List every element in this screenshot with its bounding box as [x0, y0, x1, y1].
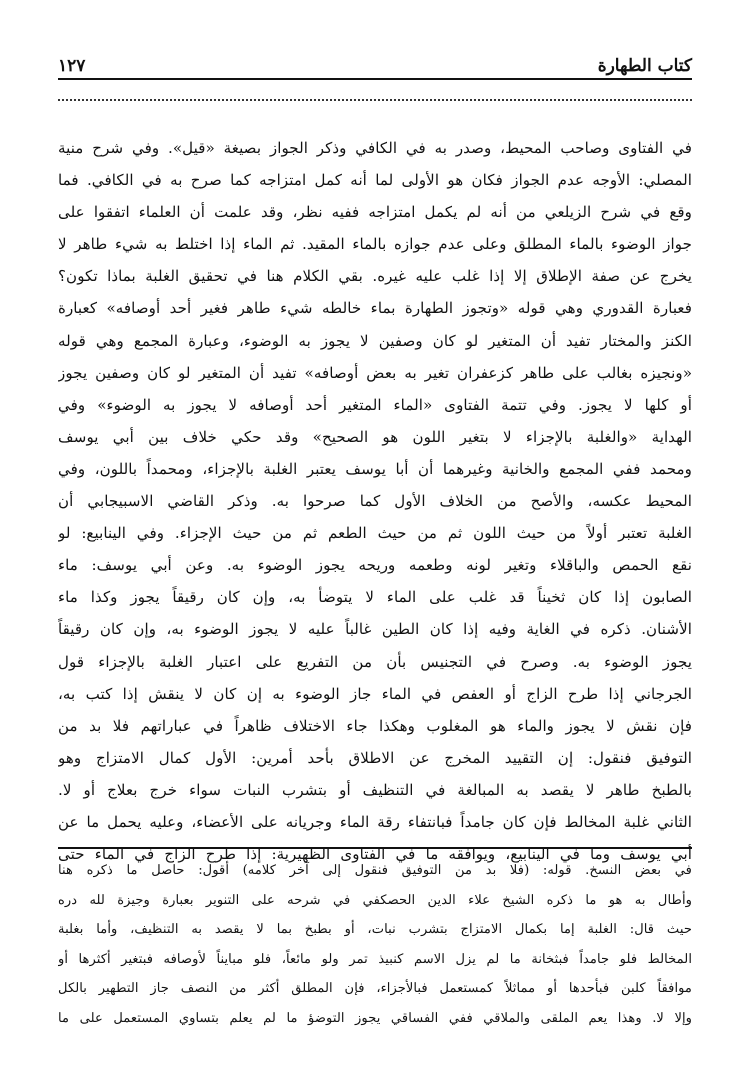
footnote-line: في بعض النسخ. قوله: (فلا بد من التوفيق فنقول إلى آخر كلامه) أقول: حاصل ما ذكره هنا [58, 863, 692, 878]
page-number: ١٢٧ [58, 56, 86, 76]
footnote-rule [58, 847, 692, 849]
text-line: المحيط عكسه، والأصح من الخلاف الأول كما صرحوا به. وذكر القاضي الاسبيجابي أن [58, 492, 692, 511]
footnote-line: حيث قال: الغلبة إما بكمال الامتزاج بتشرب نبات، أو بطبخ بما لا يقصد به التنظيف، وأما بغلبة [58, 922, 692, 938]
chapter-title: كتاب الطهارة [597, 56, 692, 76]
dotted-separator [58, 99, 692, 101]
text-line: جواز الوضوء بالماء المطلق وعلى عدم جوازه بالماء المقيد. ثم الماء إذا اختلط به شيء طاهر لا [58, 235, 692, 254]
text-line: الصابون إذا كان ثخيناً قد غلب على الماء لا يتوضأ به، وإن كان رقيقاً يجوز وكذا ماء [58, 588, 692, 607]
text-line: «ونجيزه بغالب على طاهر كزعفران تغير به بعض أوصافه» تفيد أن المتغير لو كان وصفين يجوز [58, 363, 692, 382]
text-line: الثاني غلبة المخالط فإن كان جامداً فبانتفاء رقة الماء وجريانه على الأعضاء، وعليه يحمل ما عن [58, 812, 692, 831]
text-line: وقع في شرح الزيلعي من أنه لم يكمل امتزاجه ففيه نظر، وقد علمت أن العلماء اتفقوا على [58, 203, 692, 222]
text-line: ومحمد ففي المجمع والخانية وغيرهما أن أبا يوسف يعتبر الغلبة بالإجزاء، ومحمداً باللون، وفي [58, 459, 692, 478]
text-line: الأشنان. ذكره في الغاية وفيه إذا كان الطين غالباً عليه لا يجوز الوضوء به، وإن كان رقيقاً [58, 620, 692, 639]
text-line: المصلي: الأوجه عدم الجواز فكان هو الأولى لما أنه كمل امتزاجه كما صرح به في الكافي. فما [58, 171, 692, 190]
text-line: فعبارة القدوري وهي قوله «وتجوز الطهارة بماء خالطه شيء طاهر فغير أحد أوصافه» كعبارة [58, 299, 692, 318]
text-line: أبي يوسف وما في الينابيع، ويوافقه ما في الفتاوى الظهيرية: إذا طرح الزاج في الماء حتى [58, 845, 692, 864]
text-line: الغلبة تعتبر أولاً من حيث اللون ثم من حيث الطعم ثم من حيث الإجزاء. وفي الينابيع: لو [58, 524, 692, 543]
text-line: نقع الحمص والباقلاء وتغير لونه وطعمه وريحه يجوز الوضوء به. وعن أبي يوسف: ماء [58, 556, 692, 575]
text-line: بالطبخ طاهر لا يقصد به المبالغة في التنظيف أو بتشرب النبات سواء خرج بعلاج أو لا. [58, 780, 692, 799]
main-text [58, 132, 692, 870]
text-line: يخرج عن صفة الإطلاق إلا إذا غلب عليه غيره. بقي الكلام هنا في تحقيق الغلبة بماذا تكون؟ [58, 267, 692, 286]
text-line: الكنز والمختار تفيد أن المتغير لو كان وصفين لا يجوز به الوضوء، وعبارة المجمع وهي قوله [58, 331, 692, 350]
text-line: أو كلها لا يجوز. وفي تتمة الفتاوى «الماء المتغير أحد أوصافه لا يجوز به الوضوء» وفي [58, 395, 692, 414]
text-line: الهداية «والغلبة بالإجزاء لا بتغير اللون هو الصحيح» وقد حكي خلاف بين أبي يوسف [58, 427, 692, 446]
text-line: يجوز الوضوء به. وصرح في التجنيس بأن من التفريع على اعتبار الغلبة بالإجزاء قول [58, 652, 692, 671]
footnote-line: وإلا لا. وهذا يعم الملقى والملاقي ففي الفساقي يجوز التوضؤ ما لم يعلم بتساوي المستعمل على ما [58, 1010, 692, 1026]
text-line: التوفيق فنقول: إن التقييد المخرج عن الاطلاق بأحد أمرين: الأول كمال الامتزاج وهو [58, 748, 692, 767]
text-line: في الفتاوى وصاحب المحيط، وصدر به في الكافي وذكر الجواز بصيغة «قيل». وفي شرح منية [58, 139, 692, 157]
footnote-line: المخالط فلو جامداً فبثخانة ما لم يزل الاسم كنبيذ تمر ولو مائعاً، فلو مبايناً لأوصافه فبتغير أكثرها أو [58, 951, 692, 967]
header-rule [58, 78, 692, 80]
text-line: الجرجاني إذا طرح الزاج أو العفص في الماء جاز الوضوء به إن كان لا ينقش إذا كتب به، [58, 684, 692, 703]
text-line: فإن نقش لا يجوز والماء هو المغلوب وهكذا جاء الاختلاف ظاهراً في عباراتهم فلا بد من [58, 716, 692, 735]
running-head [58, 40, 692, 76]
footnote-line: وأطال به هو ما ذكره الشيخ علاء الدين الحصكفي في شرحه على التنوير بعبارة وجيزة لله دره [58, 892, 692, 908]
footnote-text [58, 856, 692, 1034]
footnote-line: موافقاً كلبن فبأحدها أو مماثلاً كمستعمل فبالأجزاء، فإن المطلق أكثر من النصف جاز التطهير بالكل [58, 981, 692, 997]
